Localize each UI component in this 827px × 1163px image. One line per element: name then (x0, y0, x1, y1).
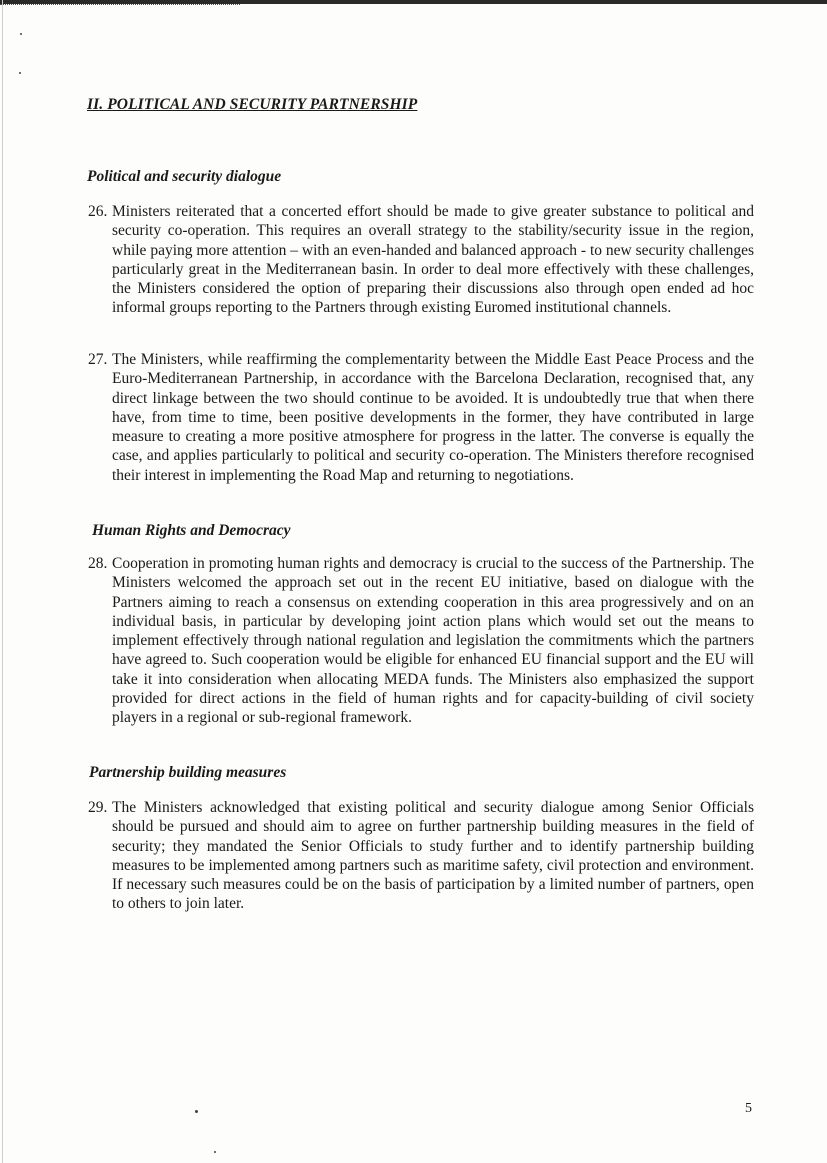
section-title: II. POLITICAL AND SECURITY PARTNERSHIP (87, 96, 418, 113)
paragraph-text: Cooperation in promoting human rights and democracy is crucial to the success of the Partnership. The Ministers welcomed the approach set out in the recent EU initiative, based on dialogue with the Partners aiming to reach a consensus on extending cooperation in this area progressively and on an individual basis, in particular by developing joint action plans which would set out the means to implement effectively through national regulation and legislation the commitments which the partners have agreed to. Such cooperation would be eligible for enhanced EU financial support and the EU will take it into consideration when allocating MEDA funds. The Ministers also emphasized the support provided for direct actions in the field of human rights and for capacity-building of civil society players in a regional or sub-regional framework. (112, 555, 754, 727)
paragraph-29 (88, 798, 754, 914)
subheading-partnership-building: Partnership building measures (89, 764, 287, 781)
scan-speck (20, 33, 22, 35)
scan-left-edge (2, 0, 3, 1163)
paragraph-number: 29. (88, 799, 108, 816)
subheading-human-rights-democracy: Human Rights and Democracy (92, 522, 291, 539)
subheading-political-security-dialogue: Political and security dialogue (87, 168, 282, 185)
scan-speck (195, 1110, 198, 1113)
scan-top-dots (0, 4, 240, 7)
paragraph-number: 27. (88, 351, 108, 368)
paragraph-text: The Ministers acknowledged that existing political and security dialogue among Senior Officials should be pursued and should aim to agree on further partnership building measures in the field of security; they mandated the Senior Officials to study further and to identify partnership building measures to be implemented among partners such as maritime safety, civil protection and environment. If necessary such measures could be on the basis of participation by a limited number of partners, open to others to join later. (112, 799, 754, 913)
paragraph-27 (88, 350, 754, 485)
paragraph-number: 26. (88, 203, 108, 220)
paragraph-number: 28. (88, 555, 108, 572)
scan-speck (214, 1151, 216, 1153)
paragraph-text: Ministers reiterated that a concerted effort should be made to give greater substance to political and security co-operation. This requires an overall strategy to the stability/security issue in the region, while paying more attention – with an even-handed and balanced approach - to new security challenges particularly great in the Mediterranean basin. In order to deal more effectively with these challenges, the Ministers considered the option of preparing their discussions also through open ended ad hoc informal groups reporting to the Partners through existing Euromed institutional channels. (112, 203, 754, 317)
paragraph-28 (88, 554, 754, 728)
page-number: 5 (745, 1101, 752, 1116)
scan-speck (19, 72, 21, 74)
paragraph-text: The Ministers, while reaffirming the complementarity between the Middle East Peace Process and the Euro-Mediterranean Partnership, in accordance with the Barcelona Declaration, recognised that, any direct linkage between the two should continue to be avoided. It is undoubtedly true that when there have, from time to time, been positive developments in the former, they have contributed in large measure to creating a more positive atmosphere for progress in the latter. The converse is equally the case, and applies particularly to political and security co-operation. The Ministers therefore recognised their interest in implementing the Road Map and returning to negotiations. (112, 351, 754, 484)
paragraph-26 (88, 202, 754, 318)
